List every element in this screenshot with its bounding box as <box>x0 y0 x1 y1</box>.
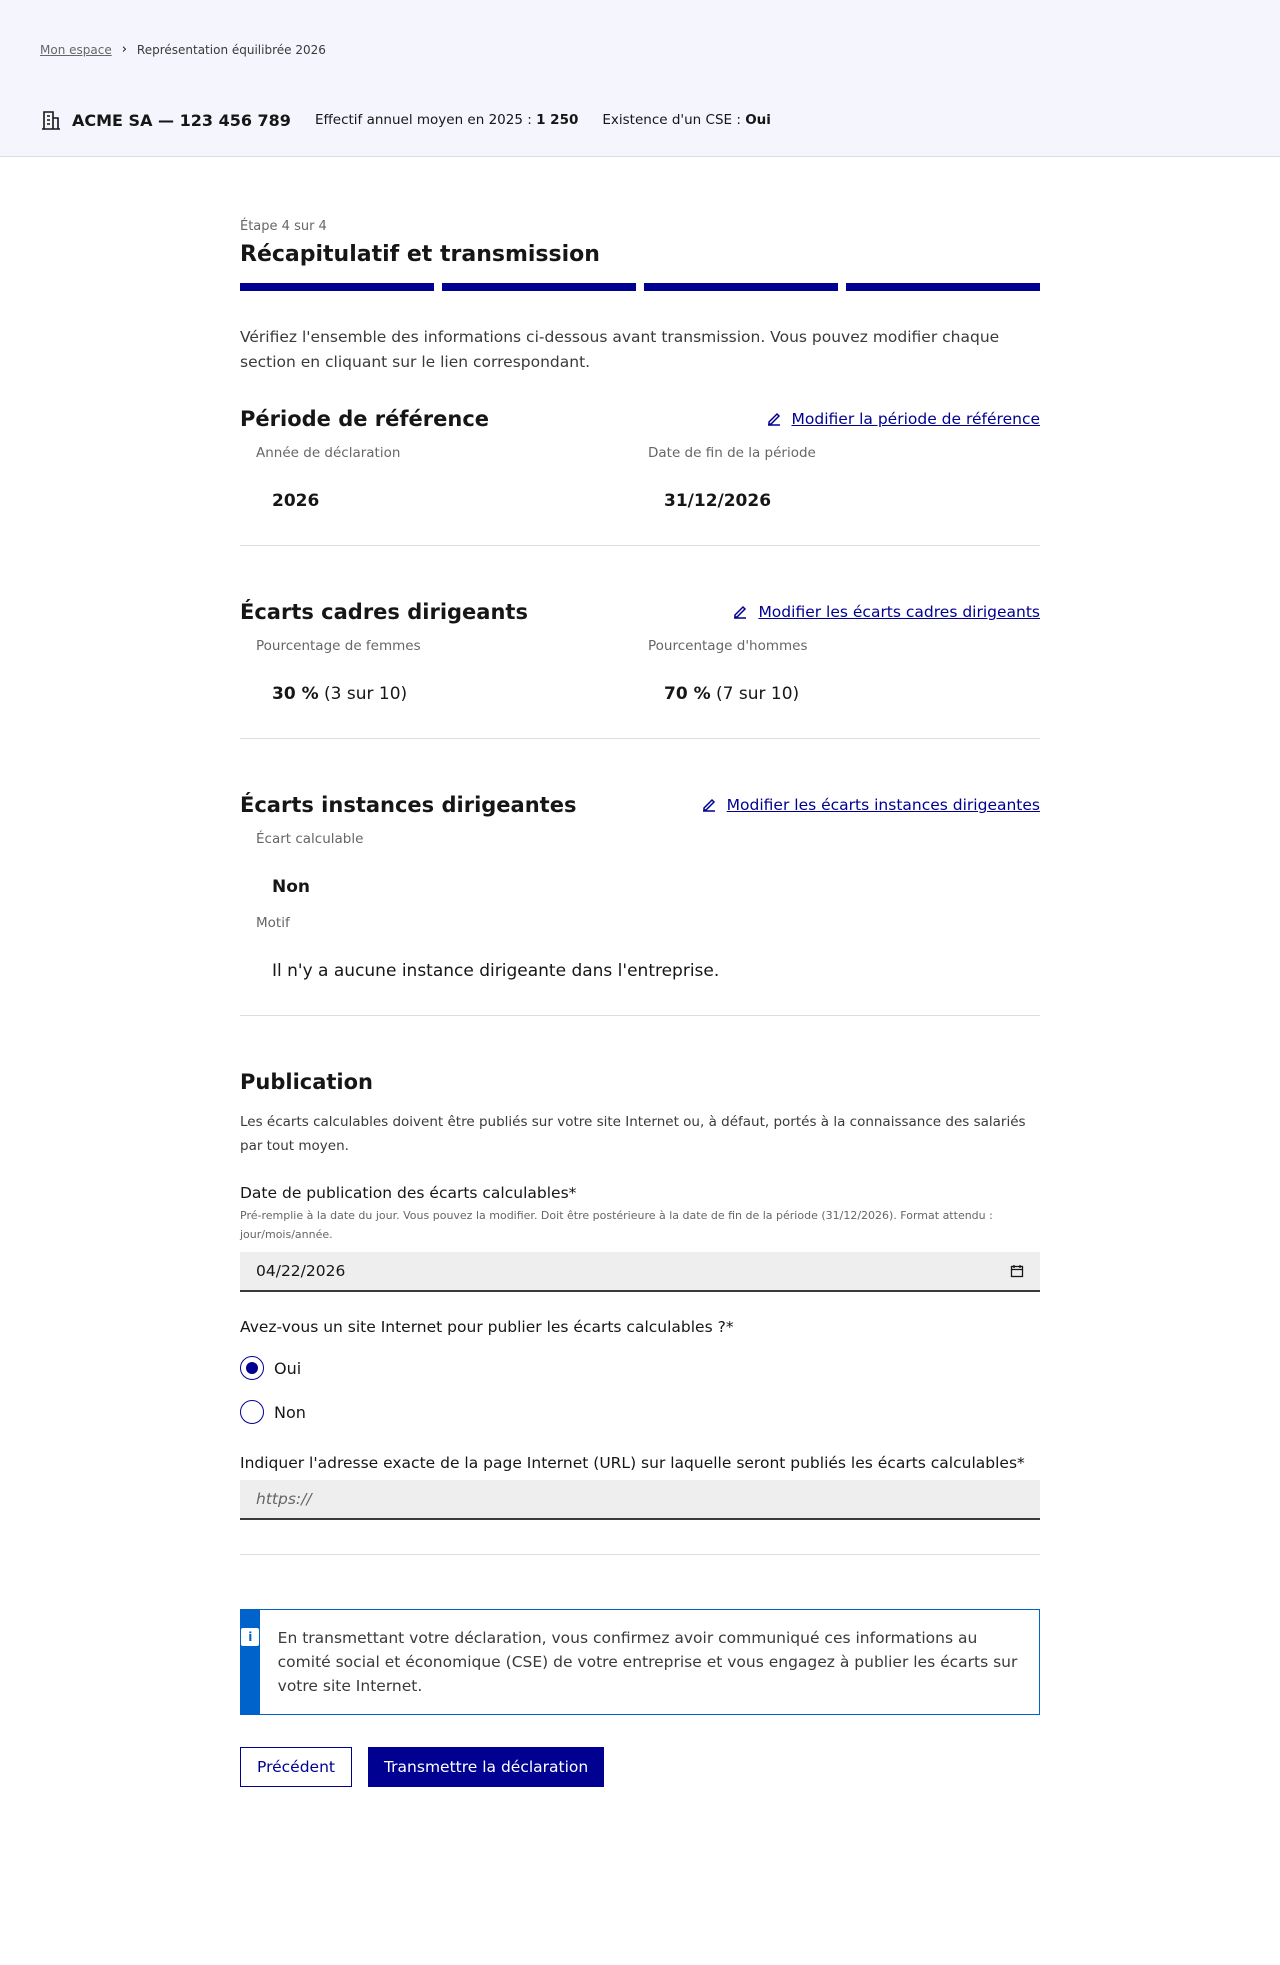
field-end-date <box>648 445 1040 511</box>
breadcrumb <box>40 42 326 57</box>
field-value: 2026 <box>272 491 320 511</box>
company-info <box>40 109 795 131</box>
field-label: Année de déclaration <box>256 445 401 461</box>
radio-unchecked-icon[interactable] <box>240 1400 264 1424</box>
date-value: 04/22/2026 <box>256 1262 346 1280</box>
info-icon: i <box>241 1628 259 1646</box>
radio-label: Oui <box>274 1358 302 1378</box>
url-input[interactable] <box>240 1480 1040 1520</box>
pencil-icon <box>766 411 782 427</box>
field-label: Pourcentage de femmes <box>256 638 421 654</box>
field-label: Pourcentage d'hommes <box>648 638 808 654</box>
section-periode <box>240 407 1040 546</box>
headcount-label: Effectif annuel moyen en 2025 : <box>314 112 532 128</box>
field-value: 31/12/2026 <box>664 491 772 511</box>
radio-yes[interactable] <box>240 1356 1040 1380</box>
notice-text: En transmettant votre déclaration, vous confirmez avoir communiqué ces informations au comité social et économique (CSE) de votre entreprise et vous engagez à publier les écarts sur votre site Internet. <box>277 1629 1018 1695</box>
section-cadres <box>240 600 1040 739</box>
company-name: ACME SA — 123 456 789 <box>72 110 291 130</box>
motif-value: Il n'y a aucune instance dirigeante dans l'entreprise. <box>272 961 720 981</box>
women-pct: 30 % <box>272 684 319 704</box>
calc-value: Non <box>272 877 311 897</box>
women-detail: (3 sur 10) <box>324 684 408 704</box>
stepper-segment <box>240 283 434 291</box>
field-year <box>256 445 648 511</box>
edit-instances-label: Modifier les écarts instances dirigeantes <box>726 796 1040 814</box>
section-title: Publication <box>240 1070 374 1094</box>
stepper-progress <box>240 283 1040 291</box>
field-label: Motif <box>256 915 290 931</box>
company-headcount <box>315 112 578 128</box>
radio-checked-icon[interactable] <box>240 1356 264 1380</box>
field-label: Date de fin de la période <box>648 445 816 461</box>
date-field-hint: Pré-remplie à la date du jour. Vous pouvez la modifier. Doit être postérieure à la date de fin de la période (31/12/2026). Format attendu : jour/mois/année. <box>240 1209 993 1241</box>
edit-periode-label: Modifier la période de référence <box>791 410 1040 428</box>
men-pct: 70 % <box>664 684 711 704</box>
radio-no[interactable] <box>240 1400 1040 1424</box>
stepper-segment <box>442 283 636 291</box>
edit-periode-link[interactable] <box>766 410 1040 428</box>
page-header <box>0 0 1280 157</box>
breadcrumb-home-link[interactable]: Mon espace <box>40 42 112 57</box>
section-title: Écarts cadres dirigeants <box>240 600 528 624</box>
date-field-label: Date de publication des écarts calculables* <box>240 1184 577 1202</box>
step-indicator: Étape 4 sur 4 <box>240 219 327 234</box>
breadcrumb-current: Représentation équilibrée 2026 <box>136 42 326 57</box>
cse-value: Oui <box>745 112 771 128</box>
section-title: Écarts instances dirigeantes <box>240 793 577 817</box>
field-label: Écart calculable <box>256 831 364 847</box>
intro-text: Vérifiez l'ensemble des informations ci-dessous avant transmission. Vous pouvez modifier chaque section en cliquant sur le lien correspondant. <box>240 328 1000 371</box>
chevron-right-icon: › <box>121 42 127 57</box>
pencil-icon <box>701 797 717 813</box>
men-detail: (7 sur 10) <box>716 684 800 704</box>
previous-button[interactable]: Précédent <box>240 1747 352 1787</box>
radio-label: Non <box>274 1402 306 1422</box>
url-placeholder: https:// <box>256 1490 312 1508</box>
calendar-icon[interactable] <box>1010 1264 1024 1278</box>
edit-cadres-label: Modifier les écarts cadres dirigeants <box>758 603 1040 621</box>
publication-date-input[interactable] <box>240 1252 1040 1292</box>
field-women <box>256 638 648 704</box>
page-title: Récapitulatif et transmission <box>240 242 600 267</box>
stepper-segment <box>846 283 1040 291</box>
section-title: Période de référence <box>240 407 490 431</box>
stepper-segment <box>644 283 838 291</box>
submit-button[interactable]: Transmettre la déclaration <box>368 1747 604 1787</box>
edit-instances-link[interactable] <box>701 796 1040 814</box>
section-publication <box>240 1070 1040 1555</box>
pencil-icon <box>732 604 748 620</box>
headcount-value: 1 250 <box>536 112 579 128</box>
site-question: Avez-vous un site Internet pour publier les écarts calculables ?* <box>240 1318 734 1336</box>
field-men <box>648 638 1040 704</box>
main-content <box>240 157 1040 1835</box>
edit-cadres-link[interactable] <box>732 603 1040 621</box>
info-notice <box>240 1609 1040 1715</box>
form-actions <box>240 1747 1040 1835</box>
company-cse <box>602 112 771 128</box>
building-icon <box>40 109 62 131</box>
publication-description: Les écarts calculables doivent être publiés sur votre site Internet ou, à défaut, portés à la connaissance des salariés par tout moyen. <box>240 1114 1026 1154</box>
notice-bar <box>241 1610 260 1714</box>
url-field-label: Indiquer l'adresse exacte de la page Internet (URL) sur laquelle seront publiés les écarts calculables* <box>240 1454 1025 1472</box>
section-instances <box>240 793 1040 1016</box>
cse-label: Existence d'un CSE : <box>602 112 741 128</box>
